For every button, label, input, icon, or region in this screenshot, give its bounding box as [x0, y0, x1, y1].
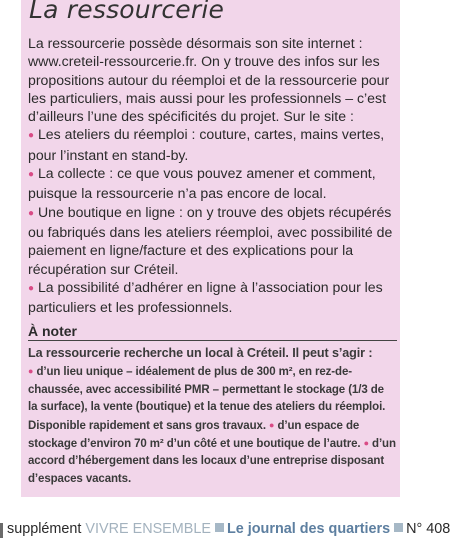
note-item: d’un espace de stockage d’environ 70 m² d’un côté et une boutique de l’autre. — [28, 419, 361, 451]
list-item-text: La possibilité d’adhérer en ligne à l’association pour les particuliers et les professionnels. — [28, 278, 383, 316]
footer-bar — [0, 523, 3, 538]
square-icon — [394, 523, 403, 532]
article-body — [28, 34, 398, 316]
article-box — [21, 0, 400, 497]
note-body — [28, 345, 396, 488]
note-lead: La ressourcerie recherche un local à Créteil. Il peut s’agir : — [28, 346, 373, 360]
footer-text — [7, 521, 450, 537]
article-heading: La ressourcerie — [29, 0, 225, 24]
page-footer — [0, 520, 450, 542]
list-item — [28, 164, 398, 203]
footer-issue: N° 408 — [406, 521, 450, 537]
bullet-icon: ● — [28, 169, 35, 181]
bullet-icon: ● — [28, 130, 35, 142]
article-intro: La ressourcerie possède désormais son site internet : www.creteil-ressourcerie.fr. On y trouve des infos sur les propositions autour du réemploi et de la ressourcerie pour les particuliers, mais aussi pour les professionnels – c’est d’ailleurs l’une des spécificités du projet. Sur le site : — [28, 35, 390, 125]
note-divider — [28, 340, 397, 341]
list-item-text: Les ateliers du réemploi : couture, cartes, mains vertes, pour l’instant en stand-by. — [28, 126, 385, 163]
bullet-icon: ● — [28, 366, 34, 377]
list-item — [28, 278, 398, 317]
square-icon — [215, 523, 224, 532]
bullet-icon: ● — [269, 419, 275, 430]
list-item-text: Une boutique en ligne : on y trouve des objets récupérés ou fabriqués dans les ateliers réemploi, avec possibilité de paiement en ligne/facture et des explications pour la récupération sur Créteil. — [28, 203, 393, 277]
footer-supplement: supplément — [7, 521, 82, 537]
footer-journal: Le journal des quartiers — [226, 521, 391, 537]
bullet-icon: ● — [28, 282, 35, 294]
note-title: À noter — [28, 323, 77, 339]
list-item — [28, 203, 398, 278]
footer-section: VIVRE ENSEMBLE — [85, 521, 211, 537]
bullet-icon: ● — [363, 438, 369, 449]
note-item: d’un lieu unique – idéalement de plus de 300 m², en rez-de-chaussée, avec accessibilité PMR – permettant le stockage (1/3 de la surface), la vente (boutique) et la tenue des ateliers du réemploi. Disponible rapidement et sans gros travaux. — [28, 366, 386, 432]
list-item-text: La collecte : ce que vous pouvez amener et comment, puisque la ressourcerie n’a pas encore de local. — [28, 165, 376, 202]
list-item — [28, 125, 398, 164]
note-item: d’un accord d’hébergement dans les locaux d’une entreprise disposant d’espaces vacants. — [28, 438, 396, 485]
bullet-icon: ● — [28, 207, 35, 219]
